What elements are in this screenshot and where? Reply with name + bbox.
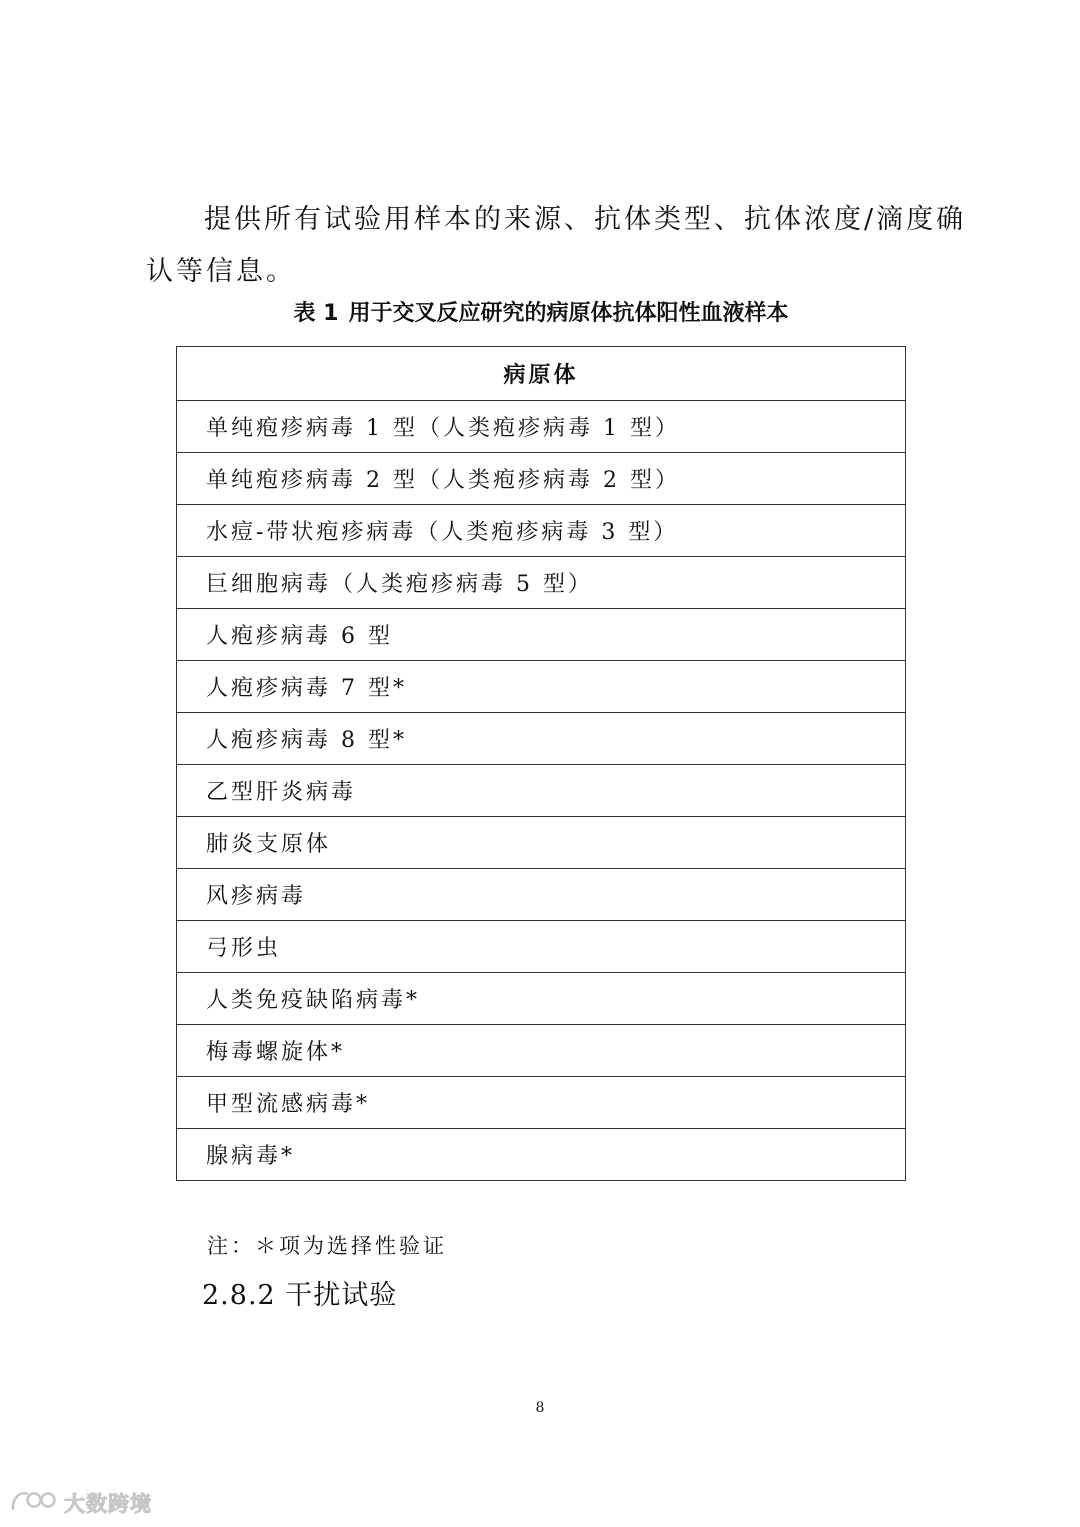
table-cell: 水痘-带状疱疹病毒（人类疱疹病毒 3 型） bbox=[177, 505, 906, 557]
table-row bbox=[177, 765, 906, 817]
watermark bbox=[10, 1488, 152, 1518]
table-row bbox=[177, 453, 906, 505]
table-caption-title: 用于交叉反应研究的病原体抗体阳性血液样本 bbox=[348, 301, 789, 326]
table-note: 注：＊项为选择性验证 bbox=[207, 1234, 447, 1258]
table-cell: 单纯疱疹病毒 2 型（人类疱疹病毒 2 型） bbox=[177, 453, 906, 505]
page-number: 8 bbox=[535, 1400, 545, 1416]
intro-paragraph bbox=[146, 194, 967, 298]
table-row bbox=[177, 1129, 906, 1181]
table-row bbox=[177, 401, 906, 453]
table-row bbox=[177, 661, 906, 713]
table-row bbox=[177, 1077, 906, 1129]
table-header-row bbox=[177, 347, 906, 401]
table-cell: 弓形虫 bbox=[177, 921, 906, 973]
intro-line-1: 提供所有试验用样本的来源、抗体类型、抗体浓度/滴度确 bbox=[204, 204, 967, 235]
table-header-pathogen: 病原体 bbox=[177, 347, 906, 401]
table-cell: 梅毒螺旋体* bbox=[177, 1025, 906, 1077]
table-row bbox=[177, 505, 906, 557]
table-caption-label: 表 1 bbox=[293, 301, 339, 326]
intro-line-2: 认等信息。 bbox=[146, 256, 296, 287]
table-row bbox=[177, 817, 906, 869]
table-cell: 单纯疱疹病毒 1 型（人类疱疹病毒 1 型） bbox=[177, 401, 906, 453]
watermark-text: 大数跨境 bbox=[64, 1492, 152, 1516]
table-cell: 甲型流感病毒* bbox=[177, 1077, 906, 1129]
table-row bbox=[177, 557, 906, 609]
table-cell: 人疱疹病毒 6 型 bbox=[177, 609, 906, 661]
table-row bbox=[177, 1025, 906, 1077]
section-heading: 2.8.2 干扰试验 bbox=[202, 1280, 398, 1311]
watermark-logo-icon bbox=[10, 1488, 58, 1518]
table-caption bbox=[176, 296, 906, 332]
table-cell: 巨细胞病毒（人类疱疹病毒 5 型） bbox=[177, 557, 906, 609]
table-row bbox=[177, 609, 906, 661]
table-cell: 人疱疹病毒 8 型* bbox=[177, 713, 906, 765]
table-row bbox=[177, 921, 906, 973]
table-row bbox=[177, 713, 906, 765]
table-cell: 人疱疹病毒 7 型* bbox=[177, 661, 906, 713]
table-cell: 乙型肝炎病毒 bbox=[177, 765, 906, 817]
table-cell: 风疹病毒 bbox=[177, 869, 906, 921]
table-row bbox=[177, 973, 906, 1025]
table-cell: 腺病毒* bbox=[177, 1129, 906, 1181]
table-row bbox=[177, 869, 906, 921]
table-cell: 肺炎支原体 bbox=[177, 817, 906, 869]
pathogen-table bbox=[176, 346, 906, 1181]
table-cell: 人类免疫缺陷病毒* bbox=[177, 973, 906, 1025]
